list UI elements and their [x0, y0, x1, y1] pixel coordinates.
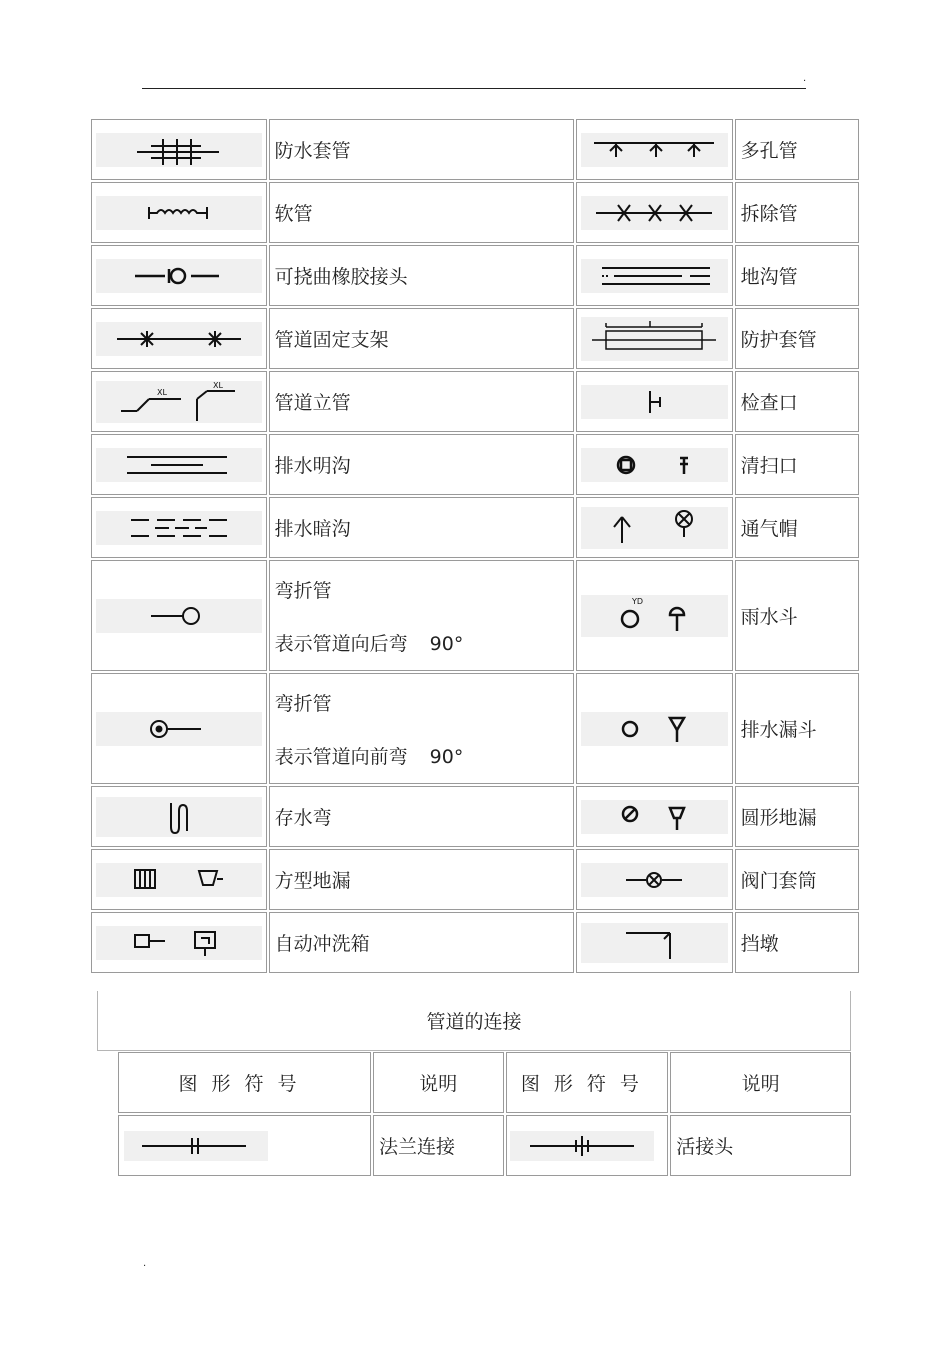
footer-dot: .	[143, 1258, 147, 1269]
table-row	[91, 497, 859, 558]
symbol-note: 表示管道向后弯	[274, 632, 408, 655]
flexible-rubber-joint-icon	[96, 259, 262, 293]
protective-sleeve-icon	[581, 317, 728, 361]
symbol-label: 防护套管	[740, 329, 817, 351]
table-row	[91, 673, 859, 784]
symbol-label: 拆除管	[740, 203, 798, 225]
symbol-note: 表示管道向前弯	[274, 745, 408, 768]
table-row	[91, 434, 859, 495]
covered-drain-icon	[96, 511, 262, 545]
connection-label: 活接头	[676, 1136, 734, 1158]
table-row	[91, 849, 859, 910]
square-floor-drain-icon	[96, 863, 262, 897]
trap-icon	[96, 797, 262, 837]
header-rule	[142, 88, 806, 89]
waterproof-sleeve-icon	[96, 133, 262, 167]
angle-value: 90°	[429, 745, 464, 768]
pipe-connections-table	[116, 1050, 853, 1178]
symbol-label: 弯折管	[274, 692, 332, 715]
round-floor-drain-icon	[581, 800, 728, 834]
header-dot: .	[803, 73, 807, 84]
union-joint-icon	[510, 1131, 654, 1161]
connection-label: 法兰连接	[379, 1136, 456, 1158]
symbol-label: 排水暗沟	[274, 518, 351, 540]
symbol-label: 挡墩	[740, 933, 779, 955]
table-row	[91, 560, 859, 671]
column-header-symbol: 图形符号	[178, 1073, 311, 1095]
svg-text:XL: XL	[156, 387, 167, 397]
angle-value: 90°	[429, 632, 464, 655]
table-header-row	[118, 1052, 851, 1113]
pipe-riser-icon	[96, 381, 262, 423]
open-drain-icon	[96, 448, 262, 482]
flange-connection-icon	[124, 1131, 268, 1161]
rain-hopper-icon	[581, 595, 728, 637]
symbol-label: 圆形地漏	[740, 807, 817, 829]
symbol-label: 清扫口	[740, 455, 798, 477]
symbol-label: 管道固定支架	[274, 329, 389, 351]
symbol-label: 管道立管	[274, 392, 351, 414]
table-row	[91, 912, 859, 973]
trench-pipe-icon	[581, 259, 728, 293]
drain-funnel-icon	[581, 712, 728, 746]
symbol-label: 方型地漏	[274, 870, 351, 892]
table-row	[91, 786, 859, 847]
symbol-label: 可挠曲橡胶接头	[274, 266, 408, 288]
symbol-label: 阀门套筒	[740, 870, 817, 892]
table-row	[118, 1115, 851, 1176]
inspection-port-icon	[581, 385, 728, 419]
symbol-label: 雨水斗	[740, 606, 798, 628]
symbol-label: 防水套管	[274, 140, 351, 162]
connections-caption: 管道的连接	[97, 991, 851, 1051]
auto-flush-tank-icon	[96, 926, 262, 960]
removed-pipe-icon	[581, 196, 728, 230]
symbol-label: 多孔管	[740, 140, 798, 162]
column-header-symbol: 图形符号	[520, 1073, 653, 1095]
elbow-front-icon	[96, 712, 262, 746]
symbol-label: 地沟管	[740, 266, 798, 288]
vent-cap-icon	[581, 507, 728, 549]
svg-text:YD: YD	[632, 596, 644, 606]
table-row	[91, 245, 859, 306]
pipe-fixed-support-icon	[96, 322, 262, 356]
column-header-desc: 说明	[741, 1073, 780, 1095]
symbol-label: 检查口	[740, 392, 798, 414]
symbol-label: 排水漏斗	[740, 719, 817, 741]
table-row	[91, 182, 859, 243]
table-row	[91, 119, 859, 180]
table-row	[91, 308, 859, 369]
cleanout-icon	[581, 448, 728, 482]
pipe-symbols-table	[89, 117, 861, 975]
symbol-label: 排水明沟	[274, 455, 351, 477]
symbol-label: 弯折管	[274, 579, 332, 602]
valve-sleeve-icon	[581, 863, 728, 897]
symbol-label: 存水弯	[274, 807, 332, 829]
symbol-label: 通气帽	[740, 518, 798, 540]
symbol-label: 自动冲洗箱	[274, 933, 370, 955]
column-header-desc: 说明	[419, 1073, 458, 1095]
flexible-pipe-icon	[96, 196, 262, 230]
symbol-label: 软管	[274, 203, 313, 225]
elbow-back-icon	[96, 599, 262, 633]
thrust-block-icon	[581, 923, 728, 963]
perforated-pipe-icon	[581, 133, 728, 167]
svg-text:XL: XL	[212, 380, 223, 390]
table-row	[91, 371, 859, 432]
